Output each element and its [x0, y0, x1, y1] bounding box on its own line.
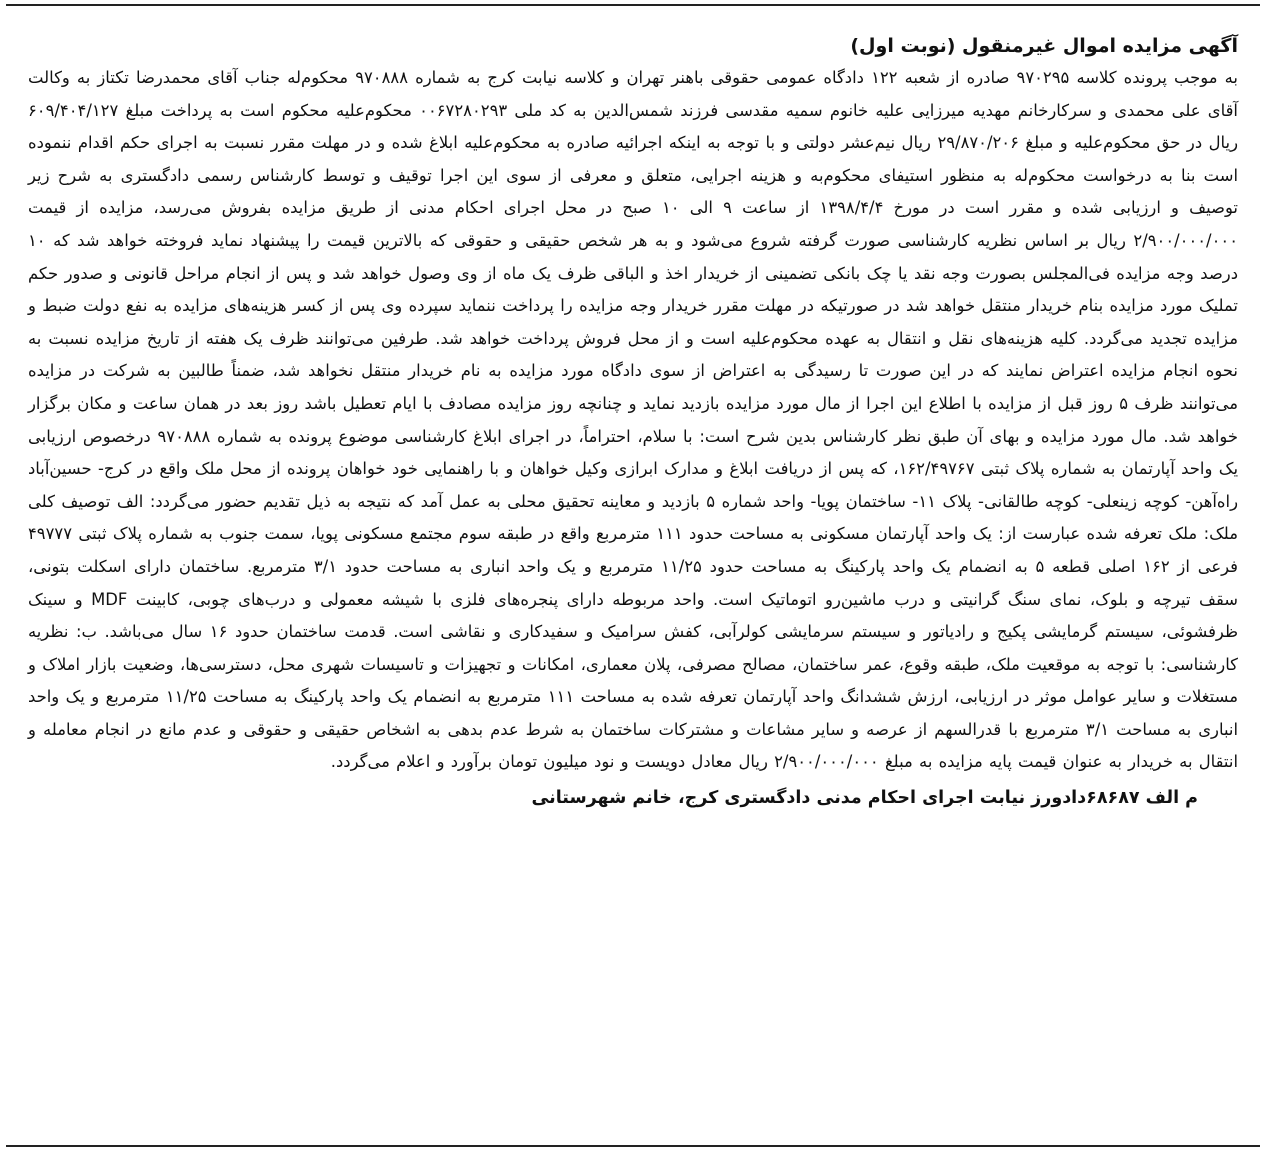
notice-title: آگهی مزایده اموال غیرمنقول (نوبت اول) [850, 35, 1238, 57]
auction-notice [6, 4, 1260, 1147]
notice-footer [28, 783, 1238, 813]
notice-signature: دادورز نیابت اجرای احکام مدنی دادگستری کرج، خانم شهرستانی [531, 788, 1087, 809]
notice-body: به موجب پرونده کلاسه ۹۷۰۲۹۵ صادره از شعبه ۱۲۲ دادگاه عمومی حقوقی باهنر تهران و کلاسه نیابت کرج به شماره ۹۷۰۸۸۸ محکوم‌له جناب آقای محمدرضا تکتاز به وکالت آقای علی محمدی و سرکارخانم مهدیه میرزایی علیه خانوم سمیه مقدسی فرزند شمس‌الدین به کد ملی ۰۰۶۷۲۸۰۲۹۳ محکوم‌علیه محکوم است به پرداخت مبلغ ۶۰۹/۴۰۴/۱۲۷ ریال در حق محکوم‌علیه و مبلغ ۲۹/۸۷۰/۲۰۶ ریال نیم‌عشر دولتی و با توجه به اینکه اجرائیه صادره به محکوم‌علیه ابلاغ شده و در مهلت مقرر نسبت به اجرای حکم اقدام ننموده است بنا به درخواست محکوم‌له به منظور استیفای محکوم‌به و هزینه اجرایی، متعلق و معرفی از سوی این اجرا توقیف و توسط کارشناس رسمی دادگستری به شرح زیر توصیف و ارزیابی شده و مقرر است در مورخ ۱۳۹۸/۴/۴ از ساعت ۹ الی ۱۰ صبح در محل اجرای احکام مدنی از طریق مزایده بفروش می‌رسد، مزایده از قیمت ۲/۹۰۰/۰۰۰/۰۰۰ ریال بر اساس نظریه کارشناسی صورت گرفته شروع می‌شود و به هر شخص حقیقی و حقوقی که بالاترین قیمت را پیشنهاد نماید فروخته خواهد شد که ۱۰ درصد وجه مزایده فی‌المجلس بصورت وجه نقد یا چک بانکی تضمینی از خریدار اخذ و الباقی ظرف یک ماه از وی وصول خواهد شد و پس از انجام مراحل قانونی و صدور حکم تملیک مورد مزایده بنام خریدار منتقل خواهد شد در صورتیکه در مهلت مقرر خریدار وجه مزایده را پرداخت ننماید سپرده وی پس از کسر هزینه‌های مزایده به نفع دولت ضبط و مزایده تجدید می‌گردد. کلیه هزینه‌های نقل و انتقال به عهده محکوم‌علیه است و از محل فروش پرداخت خواهد شد. طرفین می‌توانند ظرف یک هفته از تاریخ مزایده نسبت به نحوه انجام مزایده اعتراض نمایند که در این صورت تا رسیدگی به اعتراض از سوی دادگاه مورد مزایده به نام خریدار منتقل نخواهد شد، ضمناً طالبین به شرکت در مزایده می‌توانند ظرف ۵ روز قبل از مزایده با اطلاع این اجرا از مال مورد مزایده بازدید نماید و چنانچه روز مزایده مصادف با ایام تعطیل باشد روز بعد در همان ساعت و مکان برگزار خواهد شد. مال مورد مزایده و بهای آن طبق نظر کارشناس بدین شرح است: با سلام، احتراماً، در اجرای ابلاغ کارشناسی موضوع پرونده به شماره ۹۷۰۸۸۸ درخصوص ارزیابی یک واحد آپارتمان به شماره پلاک ثبتی ۱۶۲/۴۹۷۶۷، که پس از دریافت ابلاغ و مدارک ابرازی وکیل خواهان و با راهنمایی خود خواهان پرونده از محل ملک واقع در کرج- حسین‌آباد راه‌آهن- کوچه زینعلی- کوچه طالقانی- پلاک ۱۱- ساختمان پویا- واحد شماره ۵ بازدید و معاینه تحقیق محلی به عمل آمد که نتیجه به ذیل تقدیم حضور می‌گردد: الف توصیف کلی ملک: ملک تعرفه شده عبارست از: یک واحد آپارتمان مسکونی به مساحت حدود ۱۱۱ مترمربع واقع در طبقه سوم مجتمع مسکونی پویا، سمت جنوب به شماره پلاک ثبتی ۴۹۷۷۷ فرعی از ۱۶۲ اصلی قطعه ۵ به انضمام یک واحد پارکینگ به مساحت حدود ۱۱/۲۵ مترمربع و یک واحد انباری به مساحت حدود ۳/۱ مترمربع. ساختمان دارای اسکلت بتونی، سقف تیرچه و بلوک، نمای سنگ گرانیتی و درب ماشین‌رو اتوماتیک است. واحد مربوطه دارای پنجره‌های فلزی با شیشه معمولی و درب‌های چوبی، کابینت MDF و سینک ظرفشوئی، سیستم گرمایشی پکیج و رادیاتور و سیستم سرمایشی کولرآبی، کفش سرامیک و سفیدکاری و نقاشی است. قدمت ساختمان حدود ۱۶ سال می‌باشد. ب: نظریه کارشناسی: با توجه به موقعیت ملک، طبقه وقوع، عمر ساختمان، مصالح مصرفی، پلان معماری، امکانات و تجهیزات و تاسیسات شهری محل، دسترسی‌ها، وضعیت بازار املاک و مستغلات و سایر عوامل موثر در ارزیابی، ارزش ششدانگ واحد آپارتمان تعرفه شده به مساحت ۱۱۱ مترمربع به انضمام یک واحد پارکینگ به مساحت ۱۱/۲۵ مترمربع و یک واحد انباری به مساحت ۳/۱ مترمربع با قدرالسهم از عرصه و سایر مشاعات و مشترکات ساختمان به شرط عدم بدهی به اشخاص حقیقی و حقوقی و عدم مانع در انجام معامله و انتقال به خریدار به عنوان قیمت پایه مزایده به مبلغ ۲/۹۰۰/۰۰۰/۰۰۰ ریال معادل دویست و نود میلیون تومان برآورد و اعلام می‌گردد. [28, 68, 1239, 772]
notice-code: م الف ۶۸۶۸۷ [1086, 788, 1198, 809]
